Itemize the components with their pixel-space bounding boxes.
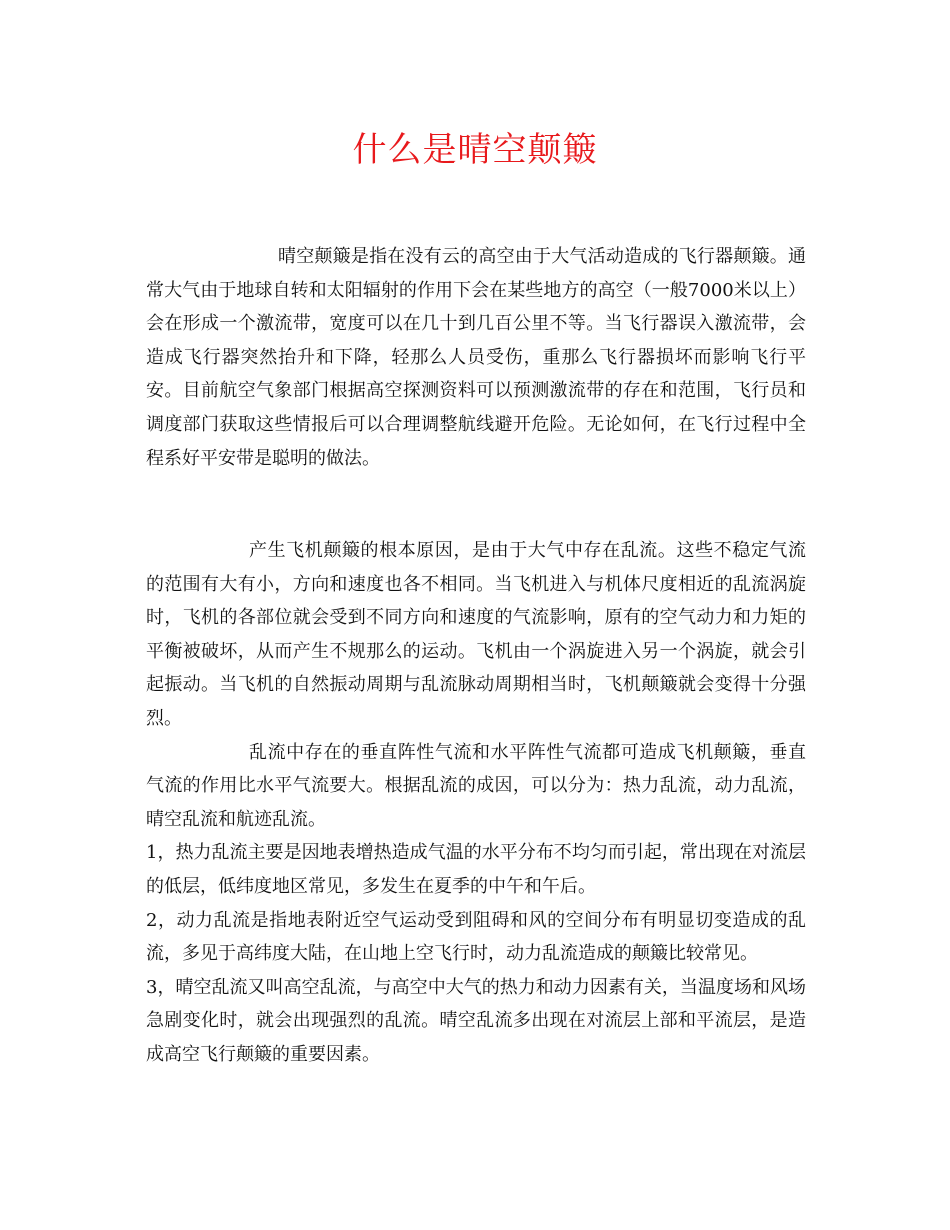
list-item-clear-air-turbulence: 3，晴空乱流又叫高空乱流，与高空中大气的热力和动力因素有关，当温度场和风场急剧变化时，就会出现强烈的乱流。晴空乱流多出现在对流层上部和平流层，是造成高空飞行颠簸的重要因素。 bbox=[146, 976, 806, 1065]
list-item-dynamic-turbulence: 2，动力乱流是指地表附近空气运动受到阻碍和风的空间分布有明显切变造成的乱流，多见于高纬度大陆，在山地上空飞行时，动力乱流造成的颠簸比较常见。 bbox=[146, 909, 806, 965]
section-turbulence-causes bbox=[146, 534, 806, 1072]
paragraph-classification: 乱流中存在的垂直阵性气流和水平阵性气流都可造成飞机颠簸，垂直气流的作用比水平气流要大。根据乱流的成因，可以分为：热力乱流，动力乱流，晴空乱流和航迹乱流。 bbox=[146, 741, 806, 830]
section-clear-air-turbulence bbox=[146, 240, 806, 475]
document-title: 什么是晴空颠簸 bbox=[352, 130, 598, 170]
paragraph-definition: 晴空颠簸是指在没有云的高空由于大气活动造成的飞行器颠簸。通常大气由于地球自转和太阳辐射的作用下会在某些地方的高空（一般7000米以上）会在形成一个激流带，宽度可以在几十到几百公里不等。当飞行器误入激流带，会造成飞行器突然抬升和下降，轻那么人员受伤，重那么飞行器损坏而影响飞行平安。目前航空气象部门根据高空探测资料可以预测激流带的存在和范围，飞行员和调度部门获取这些情报后可以合理调整航线避开危险。无论如何，在飞行过程中全程系好平安带是聪明的做法。 bbox=[146, 246, 806, 469]
paragraph-root-cause: 产生飞机颠簸的根本原因，是由于大气中存在乱流。这些不稳定气流的范围有大有小，方向和速度也各不相同。当飞机进入与机体尺度相近的乱流涡旋时，飞机的各部位就会受到不同方向和速度的气流影响，原有的空气动力和力矩的平衡被破坏，从而产生不规那么的运动。飞机由一个涡旋进入另一个涡旋，就会引起振动。当飞机的自然振动周期与乱流脉动周期相当时，飞机颠簸就会变得十分强烈。 bbox=[146, 540, 806, 729]
list-item-thermal-turbulence: 1，热力乱流主要是因地表增热造成气温的水平分布不均匀而引起，常出现在对流层的低层，低纬度地区常见，多发生在夏季的中午和午后。 bbox=[146, 842, 806, 897]
